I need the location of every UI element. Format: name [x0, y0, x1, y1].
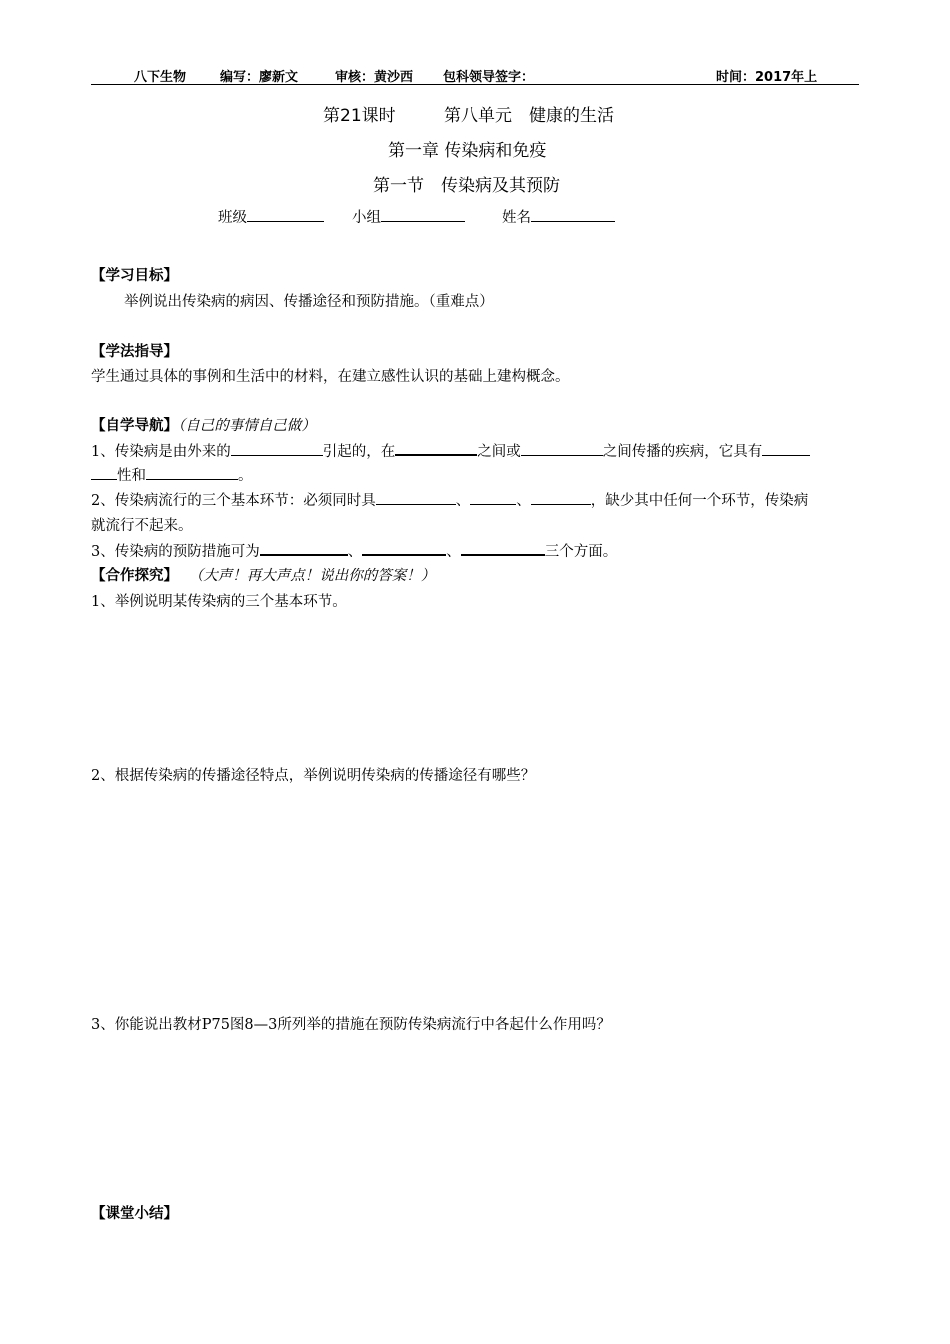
q2-sep-2: 、	[516, 493, 531, 509]
q3-blank-1[interactable]	[260, 539, 348, 556]
header-rule	[91, 84, 859, 85]
method-text: 学生通过具体的事例和生活中的材料，在建立感性认识的基础上建构概念。	[91, 369, 570, 385]
q2-text-b: ，缺少其中任何一个环节，传染病	[590, 493, 809, 509]
group-field	[352, 206, 465, 227]
q2-sep-1: 、	[455, 493, 471, 509]
self-study-q1-line2	[91, 464, 253, 485]
q1-text-b: 引起的，在	[322, 444, 396, 460]
summary-heading: 【课堂小结】	[91, 1206, 178, 1222]
q1-text-f: 。	[238, 468, 253, 484]
self-study-q3	[91, 539, 617, 561]
header-leader-signature: 包科领导签字：	[443, 70, 535, 85]
q1-text-d: 之间传播的疾病，它具有	[602, 444, 763, 460]
q1-text-e: 性和	[117, 468, 146, 484]
name-field	[502, 206, 615, 227]
q3-blank-3[interactable]	[461, 539, 545, 556]
section-title: 第一节 传染病及其预防	[373, 176, 560, 196]
cooperation-q2: 2、根据传染病的传播途径特点，举例说明传染病的传播途径有哪些？	[91, 768, 536, 784]
cooperation-q3: 3、你能说出教材P75图8—3所列举的措施在预防传染病流行中各起什么作用吗？	[91, 1017, 611, 1033]
header-author: 编写：廖新文	[220, 70, 299, 85]
q2-blank-1[interactable]	[376, 489, 456, 505]
self-study-q2-line2: 就流行不起来。	[91, 518, 193, 534]
chapter-title: 第一章 传染病和免疫	[388, 141, 547, 161]
q1-blank-1[interactable]	[231, 440, 323, 456]
q2-text-a: 2、传染病流行的三个基本环节：必须同时具	[91, 493, 376, 509]
self-study-q1-line1	[91, 439, 810, 461]
class-blank[interactable]	[247, 206, 324, 222]
name-blank[interactable]	[531, 206, 615, 222]
method-heading: 【学法指导】	[91, 344, 178, 360]
q2-blank-3[interactable]	[531, 489, 591, 505]
header-reviewer: 审核：黄沙西	[335, 70, 414, 85]
header-time: 时间：2017年上	[716, 70, 818, 85]
q1-blank-2[interactable]	[395, 439, 477, 456]
q3-sep-2: 、	[446, 544, 461, 560]
objectives-heading: 【学习目标】	[91, 268, 178, 284]
self-study-heading: 【自学导航】	[91, 418, 178, 434]
q1-blank-4a[interactable]	[762, 440, 810, 456]
self-study-header	[91, 414, 316, 435]
q2-blank-2[interactable]	[470, 489, 516, 505]
header-subject: 八下生物	[134, 70, 187, 85]
q1-text-a: 1、传染病是由外来的	[91, 444, 231, 460]
q1-blank-4b[interactable]	[91, 464, 117, 480]
cooperation-heading: 【合作探究】	[91, 568, 178, 584]
q1-blank-3[interactable]	[521, 440, 603, 456]
lesson-number: 第21课时	[323, 106, 396, 126]
unit-title: 第八单元 健康的生活	[444, 106, 614, 126]
q3-text-a: 3、传染病的预防措施可为	[91, 544, 260, 560]
objectives-text: 举例说出传染病的病因、传播途径和预防措施。（重难点）	[124, 294, 494, 310]
q3-text-b: 三个方面。	[544, 544, 618, 560]
class-field	[218, 206, 324, 227]
q3-sep-1: 、	[347, 544, 363, 560]
cooperation-header	[91, 564, 435, 585]
group-label: 小组	[352, 210, 381, 226]
group-blank[interactable]	[381, 206, 465, 222]
class-label: 班级	[218, 210, 247, 226]
cooperation-note: （大声！再大声点！说出你的答案！）	[196, 568, 436, 584]
q1-text-c: 之间或	[477, 444, 521, 460]
name-label: 姓名	[502, 210, 531, 226]
q1-blank-5[interactable]	[146, 464, 238, 480]
q3-blank-2[interactable]	[362, 539, 446, 556]
self-study-q2-line1	[91, 489, 808, 510]
self-study-note: （自己的事情自己做）	[178, 418, 316, 434]
cooperation-q1: 1、举例说明某传染病的三个基本环节。	[91, 594, 347, 610]
